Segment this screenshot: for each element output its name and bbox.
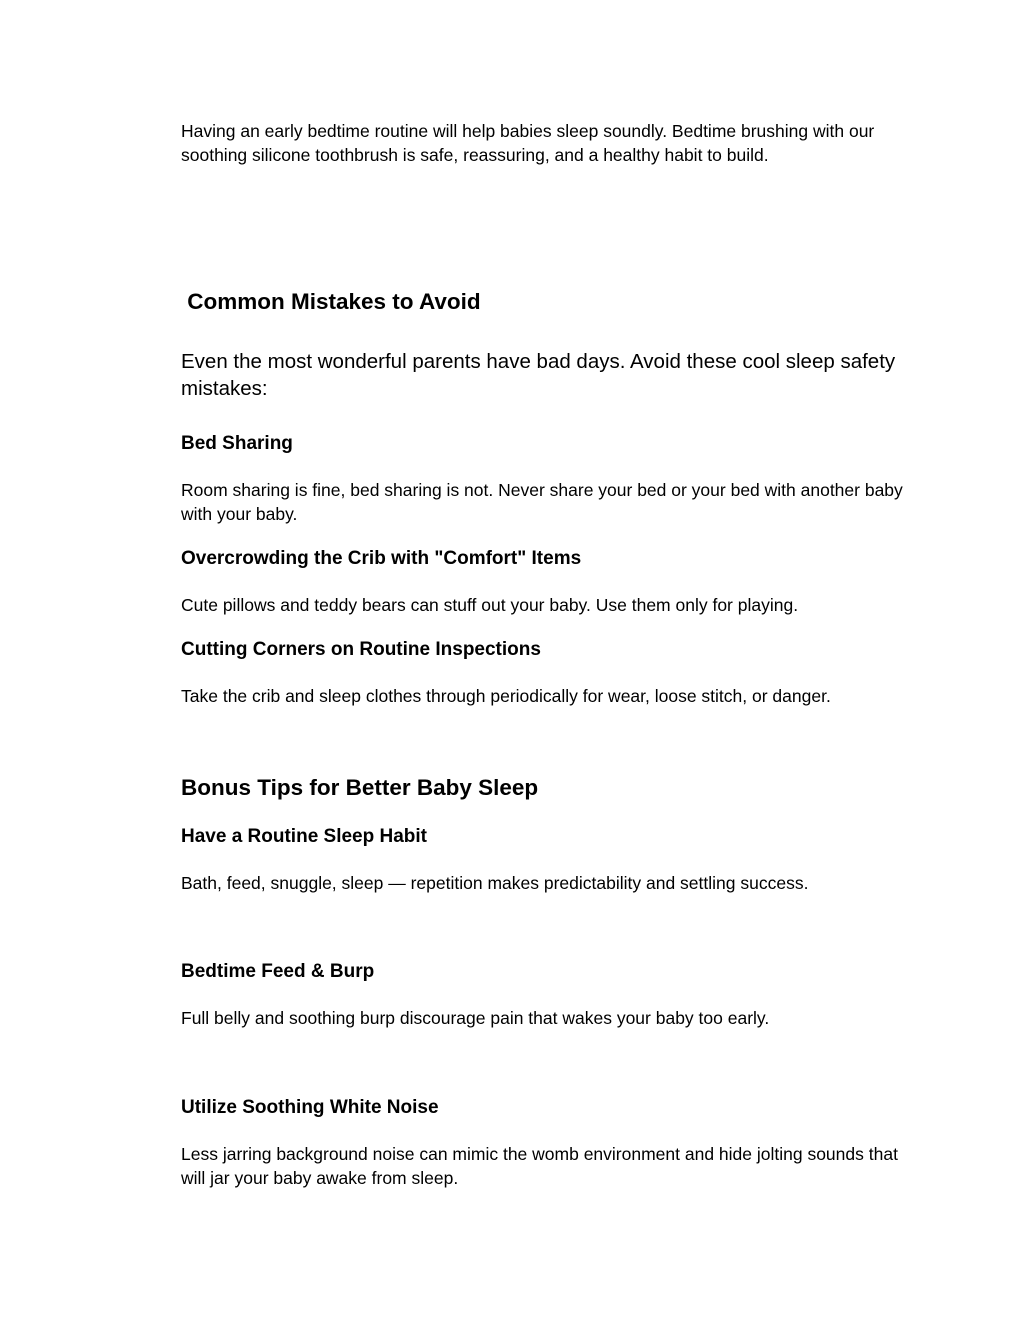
mistakes-heading: Common Mistakes to Avoid xyxy=(181,289,481,314)
mistake-text-inspections: Take the crib and sleep clothes through periodically for wear, loose stitch, or danger. xyxy=(181,686,831,706)
bonus-title-routine: Have a Routine Sleep Habit xyxy=(181,826,428,847)
mistake-text-bed-sharing: Room sharing is fine, bed sharing is not. Never share your bed or your bed with another baby with your baby. xyxy=(181,480,903,524)
bonus-title-feed-burp: Bedtime Feed & Burp xyxy=(181,961,375,982)
bonus-text-feed-burp: Full belly and soothing burp discourage pain that wakes your baby too early. xyxy=(181,1008,770,1028)
mistake-title-bed-sharing: Bed Sharing xyxy=(181,433,293,454)
intro-paragraph: Having an early bedtime routine will help babies sleep soundly. Bedtime brushing with our soothing silicone toothbrush is safe, reassuring, and a healthy habit to build. xyxy=(181,121,875,165)
mistake-title-overcrowding: Overcrowding the Crib with "Comfort" Items xyxy=(181,548,582,569)
mistakes-lead-paragraph: Even the most wonderful parents have bad days. Avoid these cool sleep safety mistakes: xyxy=(181,350,896,400)
bonus-heading: Bonus Tips for Better Baby Sleep xyxy=(181,775,539,800)
mistake-title-inspections: Cutting Corners on Routine Inspections xyxy=(181,639,541,660)
bonus-title-white-noise: Utilize Soothing White Noise xyxy=(181,1097,439,1118)
mistake-text-overcrowding: Cute pillows and teddy bears can stuff out your baby. Use them only for playing. xyxy=(181,595,799,615)
bonus-text-routine: Bath, feed, snuggle, sleep — repetition makes predictability and settling success. xyxy=(181,873,809,893)
bonus-text-white-noise: Less jarring background noise can mimic the womb environment and hide jolting sounds that will jar your baby awake from sleep. xyxy=(181,1144,898,1188)
